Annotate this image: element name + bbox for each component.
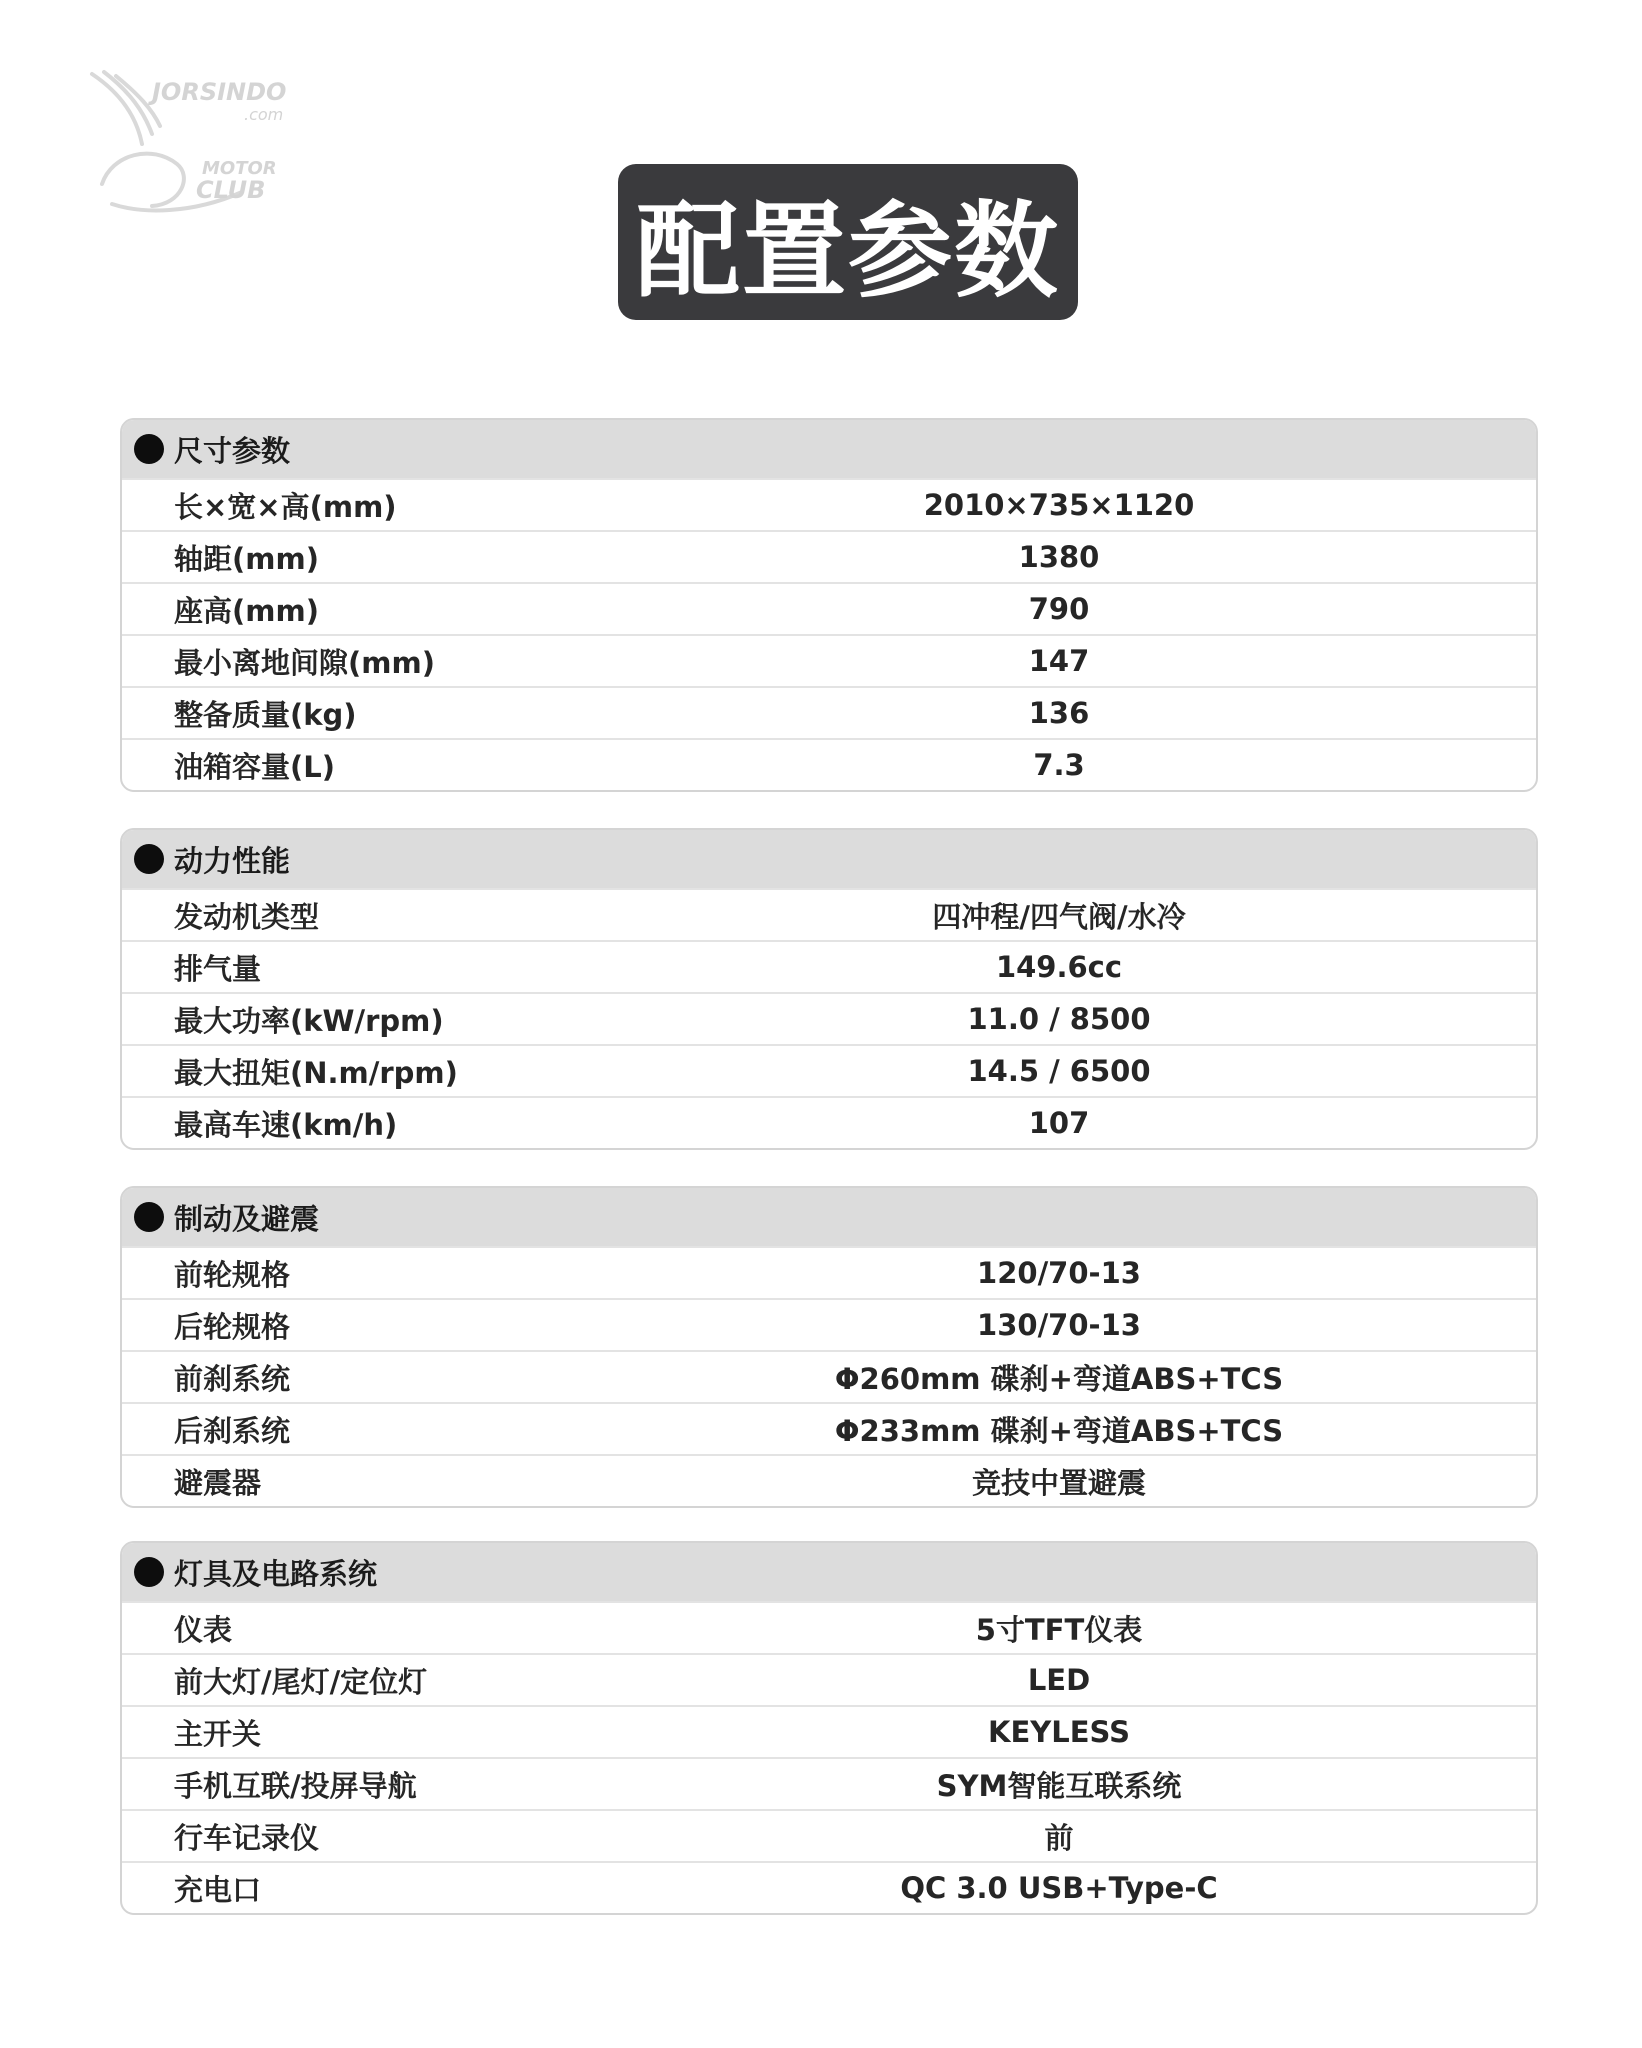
row-label: 手机互联/投屏导航 xyxy=(174,1768,417,1803)
row-label: 后刹系统 xyxy=(174,1413,291,1448)
row-value: Φ260mm 碟刹+弯道ABS+TCS xyxy=(834,1361,1284,1396)
table-row xyxy=(122,634,1536,686)
table-row xyxy=(122,738,1536,790)
row-label: 长×宽×高(mm) xyxy=(174,489,397,524)
table-row xyxy=(122,1096,1536,1148)
row-value: 四冲程/四气阀/水冷 xyxy=(932,899,1186,934)
row-label: 主开关 xyxy=(174,1716,262,1751)
logo-brand-text: JORSINDO xyxy=(152,78,287,106)
table-row xyxy=(122,1402,1536,1454)
table-row xyxy=(122,530,1536,582)
spec-section-dimensions xyxy=(120,418,1538,792)
row-value: 130/70-13 xyxy=(977,1308,1141,1342)
row-value: SYM智能互联系统 xyxy=(936,1768,1182,1803)
spec-section-performance xyxy=(120,828,1538,1150)
row-value: 5寸TFT仪表 xyxy=(975,1612,1143,1647)
row-value: 2010×735×1120 xyxy=(923,488,1195,522)
table-row xyxy=(122,1705,1536,1757)
row-value: 竞技中置避震 xyxy=(971,1465,1146,1500)
row-value: QC 3.0 USB+Type-C xyxy=(900,1871,1218,1905)
section-title: 动力性能 xyxy=(174,843,291,878)
row-value: 1380 xyxy=(1018,540,1100,574)
table-row xyxy=(122,1809,1536,1861)
page-title: 配置参数 xyxy=(618,164,1078,320)
row-label: 整备质量(kg) xyxy=(174,697,357,732)
table-row xyxy=(122,1044,1536,1096)
row-label: 避震器 xyxy=(174,1465,262,1500)
row-label: 油箱容量(L) xyxy=(174,749,335,784)
row-value: 7.3 xyxy=(1033,748,1085,782)
bullet-icon xyxy=(134,1557,164,1587)
row-value: 147 xyxy=(1028,644,1090,678)
row-value: LED xyxy=(1027,1663,1091,1697)
row-label: 充电口 xyxy=(174,1872,262,1907)
row-value: 107 xyxy=(1028,1106,1090,1140)
row-label: 最高车速(km/h) xyxy=(174,1107,398,1142)
row-label: 排气量 xyxy=(174,951,262,986)
row-value: 136 xyxy=(1028,696,1090,730)
row-value: 11.0 / 8500 xyxy=(967,1002,1151,1036)
row-label: 后轮规格 xyxy=(174,1309,291,1344)
row-value: 149.6cc xyxy=(995,950,1123,984)
logo-motor-text: MOTOR xyxy=(202,158,277,179)
row-label: 仪表 xyxy=(174,1612,233,1647)
table-row xyxy=(122,940,1536,992)
logo-club-text: CLUB xyxy=(196,176,266,204)
table-row xyxy=(122,1861,1536,1913)
table-row xyxy=(122,1653,1536,1705)
row-label: 发动机类型 xyxy=(174,899,320,934)
table-row xyxy=(122,1350,1536,1402)
table-row xyxy=(122,478,1536,530)
section-header xyxy=(122,1188,1536,1246)
section-header xyxy=(122,830,1536,888)
section-title: 制动及避震 xyxy=(174,1201,320,1236)
section-header xyxy=(122,1543,1536,1601)
row-label: 行车记录仪 xyxy=(174,1820,320,1855)
section-title: 灯具及电路系统 xyxy=(174,1556,378,1591)
bullet-icon xyxy=(134,434,164,464)
row-label: 最小离地间隙(mm) xyxy=(174,645,435,680)
bullet-icon xyxy=(134,844,164,874)
jorsindo-logo xyxy=(82,64,322,224)
row-value: 120/70-13 xyxy=(977,1256,1141,1290)
section-title: 尺寸参数 xyxy=(174,433,291,468)
table-row xyxy=(122,1298,1536,1350)
row-label: 最大功率(kW/rpm) xyxy=(174,1003,444,1038)
table-row xyxy=(122,1601,1536,1653)
logo-domain-text: .com xyxy=(244,105,284,124)
row-value: 790 xyxy=(1028,592,1090,626)
table-row xyxy=(122,888,1536,940)
row-value: Φ233mm 碟刹+弯道ABS+TCS xyxy=(834,1413,1284,1448)
row-value: 14.5 / 6500 xyxy=(967,1054,1151,1088)
table-row xyxy=(122,1454,1536,1506)
table-row xyxy=(122,1246,1536,1298)
row-label: 轴距(mm) xyxy=(174,541,319,576)
row-label: 前轮规格 xyxy=(174,1257,291,1292)
table-row xyxy=(122,1757,1536,1809)
row-label: 前大灯/尾灯/定位灯 xyxy=(174,1664,428,1699)
table-row xyxy=(122,992,1536,1044)
table-row xyxy=(122,582,1536,634)
table-row xyxy=(122,686,1536,738)
spec-section-brakes-suspension xyxy=(120,1186,1538,1508)
section-header xyxy=(122,420,1536,478)
row-value: 前 xyxy=(1044,1820,1074,1855)
row-label: 座高(mm) xyxy=(174,593,319,628)
row-value: KEYLESS xyxy=(987,1715,1131,1749)
row-label: 前刹系统 xyxy=(174,1361,291,1396)
bullet-icon xyxy=(134,1202,164,1232)
spec-section-lighting-electrical xyxy=(120,1541,1538,1915)
row-label: 最大扭矩(N.m/rpm) xyxy=(174,1055,458,1090)
